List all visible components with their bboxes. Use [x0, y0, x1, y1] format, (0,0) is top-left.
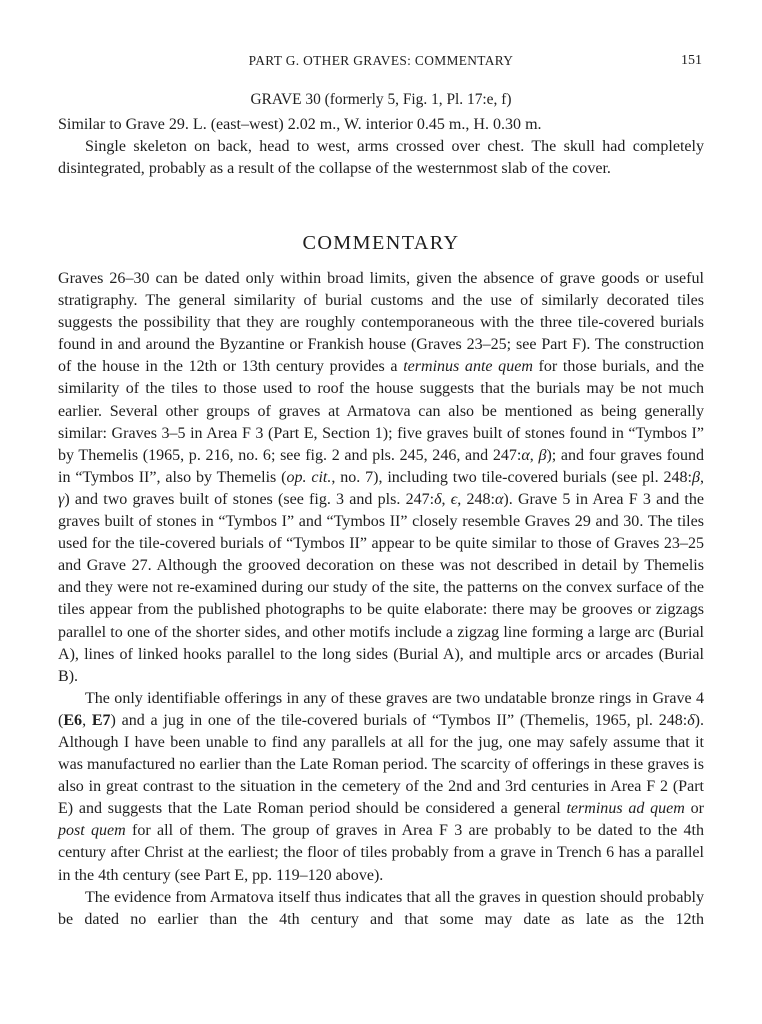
commentary-heading: COMMENTARY [302, 232, 460, 254]
running-head [58, 53, 704, 71]
text-run: , [82, 711, 92, 729]
italic-text: γ [58, 490, 65, 508]
italic-text: terminus ante quem [403, 358, 533, 376]
text-run: for those burials, and the similarity of the tiles to those used to roof the house suggests that the burials may be not much earlier. Several other groups of graves at Armatova can also be mentioned as being generally similar: Graves 3–5 in Area F 3 (Part E, Section 1); five graves built of stones found in “Tymbos I” by Themelis (1965, p. 216, no. 6; see fig. 2 and pls. 245, 246, and 247: [58, 358, 705, 464]
text-run: ); and four graves found in “Tymbos II”, also by Themelis ( [58, 446, 705, 486]
text-run: ). Although I have been unable to find any parallels at all for the jug, one may safely assume that it was manufactured no earlier than the Late Roman period. The scarcity of offerings in these graves is also in great contrast to the situation in the cemetery of the 2nd and 3rd centuries in Area F 2 (Part E) and suggests that the Late Roman period should be considered a general [58, 711, 705, 818]
italic-text: β [538, 446, 547, 464]
page [58, 0, 704, 1024]
text-run: , 248: [457, 490, 495, 508]
italic-text: ϵ [450, 490, 458, 508]
italic-text: op. cit. [286, 468, 332, 486]
italic-text: terminus ad quem [566, 800, 685, 818]
grave-description [58, 106, 704, 180]
grave-dimensions-paragraph: Similar to Grave 29. L. (east–west) 2.02 m., W. interior 0.45 m., H. 0.30 m. [58, 116, 542, 133]
text-run: , [441, 490, 451, 508]
italic-text: α [494, 490, 504, 508]
text-run: Graves 26–30 can be dated only within broad limits, given the absence of grave goods or useful stratigraphy. The general similarity of burial customs and the use of similarly decorated tiles suggests the possibility that they are roughly contemporaneous with the three tile-covered burials found in and around the Byzantine or Frankish house (Graves 23–25; see Part F). The construction of the house in the 12th or 13th century provides a [58, 270, 704, 376]
text-run: The evidence from Armatova itself thus indicates that all the graves in question should probably be dated no earlier than the 4th century and that some may date as late as the 12th [58, 888, 704, 928]
commentary-paragraph-1 [58, 268, 704, 688]
italic-text: α [521, 446, 530, 464]
text-run: , no. 7), including two tile-covered burials (see pl. 248: [331, 468, 692, 486]
commentary-body [58, 268, 704, 931]
text-run: ). Grave 5 in Area F 3 and the graves built of stones in “Tymbos I” and “Tymbos II” closely resemble Graves 29 and 30. The tiles used for the tile-covered burials of “Tymbos II” appear to be quite similar to those of Graves 23–25 and Grave 27. Although the grooved decoration on these was not described in detail by Themelis and they were not re-examined during our study of the site, the patterns on the convex surface of the tiles appear from the published photographs to be quite elaborate: there may be grooves or zigzags parallel to one of the shorter sides, and other motifs include a zigzag line forming a large arc (Burial A), lines of linked hooks parallel to the long sides (Burial A), and multiple arcs or arcades (Burial B). [58, 490, 705, 685]
bold-reference: E7 [91, 711, 111, 729]
italic-text: δ [434, 490, 442, 508]
text-run: The only identifiable offerings in any of these graves are two undatable bronze rings in Grave 4 ( [58, 689, 704, 729]
text-run: ) and two graves built of stones (see fig. 3 and pls. 247: [64, 490, 435, 508]
italic-text: δ [687, 711, 695, 729]
commentary-paragraph-3 [58, 887, 704, 931]
page-number: 151 [681, 53, 702, 68]
bold-reference: E6 [63, 711, 83, 729]
text-run: , [529, 446, 539, 464]
italic-text: β [692, 468, 700, 486]
grave-heading: GRAVE 30 (formerly 5, Fig. 1, Pl. 17:e, f) [250, 91, 512, 108]
text-run: , [699, 468, 704, 486]
text-run: for all of them. The group of graves in Area F 3 are probably to be dated to the 4th century after Christ at the earliest; the floor of tiles probably from a grave in Trench 6 has a parallel in the 4th century (see Part E, pp. 119–120 above). [58, 822, 704, 884]
text-run: ) and a jug in one of the tile-covered burials of “Tymbos II” (Themelis, 1965, pl. 248: [110, 711, 688, 729]
grave-skeleton-paragraph: Single skeleton on back, head to west, arms crossed over chest. The skull had completely disintegrated, probably as a result of the collapse of the westernmost slab of the cover. [58, 138, 704, 178]
running-head-title: PART G. OTHER GRAVES: COMMENTARY [248, 53, 514, 68]
commentary-paragraph-2 [58, 688, 704, 887]
text-run: or [684, 800, 704, 818]
italic-text: post quem [58, 822, 126, 840]
